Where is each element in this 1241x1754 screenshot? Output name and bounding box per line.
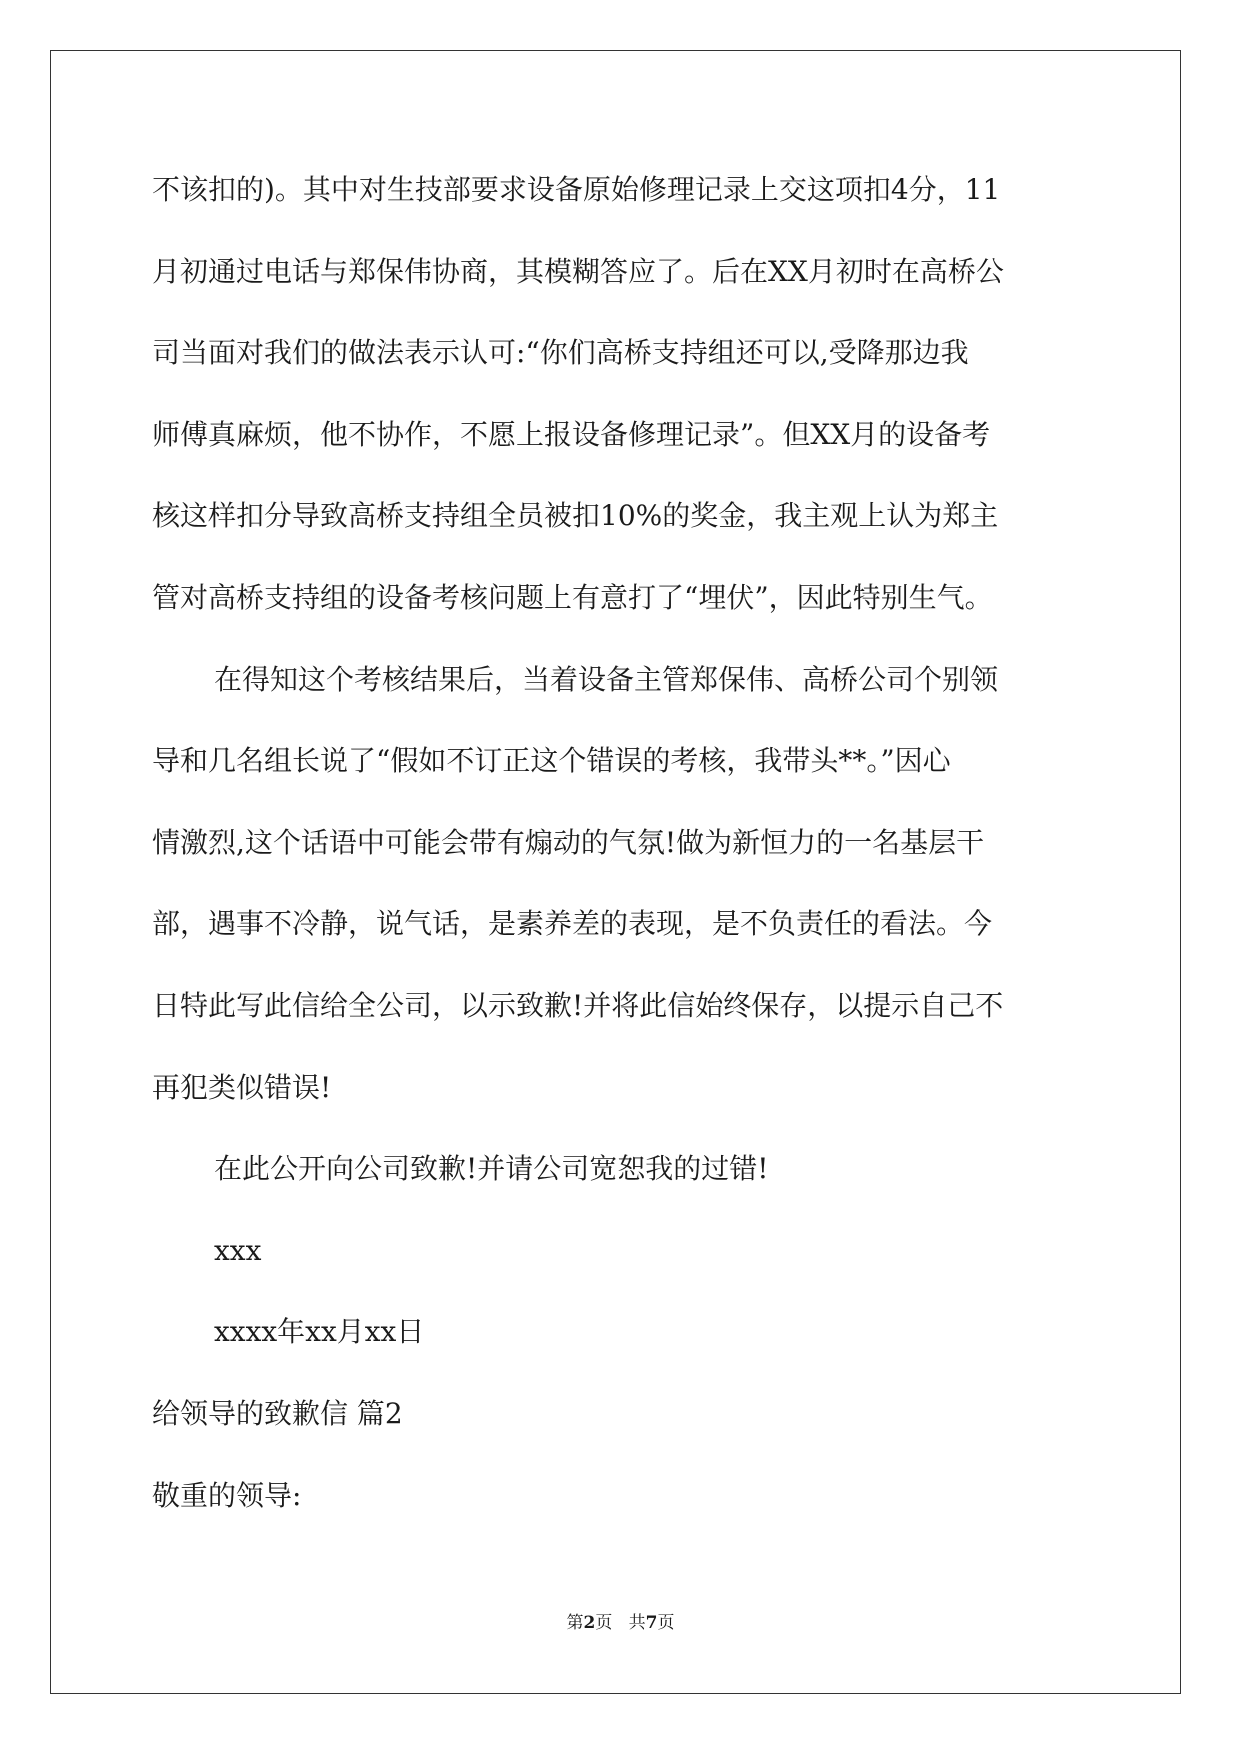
text-line: xxxx年xx月xx日 xyxy=(214,1315,425,1349)
text-line: 敬重的领导: xyxy=(152,1478,302,1512)
text-line: 不该扣的)。其中对生技部要求设备原始修理记录上交这项扣4分，11 xyxy=(152,173,1001,206)
text-line: 情激烈,这个话语中可能会带有煽动的气氛!做为新恒力的一名基层干 xyxy=(152,825,985,859)
text-line: 在得知这个考核结果后，当着设备主管郑保伟、高桥公司个别领 xyxy=(214,662,999,696)
text-line: xxx xyxy=(214,1233,262,1267)
footer-page-total: 7 xyxy=(645,1613,658,1633)
footer-prefix: 第 xyxy=(566,1613,584,1633)
text-line: 导和几名组长说了“假如不订正这个错误的考核，我带头**。”因心 xyxy=(152,744,951,778)
text-line: 给领导的致歉信 篇2 xyxy=(152,1396,403,1430)
text-line: 在此公开向公司致歉!并请公司宽恕我的过错! xyxy=(214,1152,769,1186)
text-line: 司当面对我们的做法表示认可:“你们高桥支持组还可以,受降那边我 xyxy=(152,336,969,370)
text-line: 核这样扣分导致高桥支持组全员被扣10%的奖金，我主观上认为郑主 xyxy=(152,499,999,533)
document-body xyxy=(152,160,1092,1547)
footer-suffix: 页 xyxy=(657,1613,675,1633)
text-line: 管对高桥支持组的设备考核问题上有意打了“埋伏”，因此特别生气。 xyxy=(152,580,993,614)
footer-mid: 页 共 xyxy=(595,1613,646,1633)
text-line: 师傅真麻烦，他不协作，不愿上报设备修理记录”。但XX月的设备考 xyxy=(152,417,991,451)
text-line: 部，遇事不冷静，说气话，是素养差的表现，是不负责任的看法。今 xyxy=(152,907,993,941)
footer-page-number: 2 xyxy=(583,1613,596,1633)
page-footer xyxy=(0,1611,1241,1635)
text-line: 再犯类似错误! xyxy=(152,1070,332,1104)
text-line: 日特此写此信给全公司，以示致歉!并将此信始终保存，以提示自己不 xyxy=(152,988,1004,1022)
text-line: 月初通过电话与郑保伟协商，其模糊答应了。后在XX月初时在高桥公 xyxy=(152,254,1004,288)
